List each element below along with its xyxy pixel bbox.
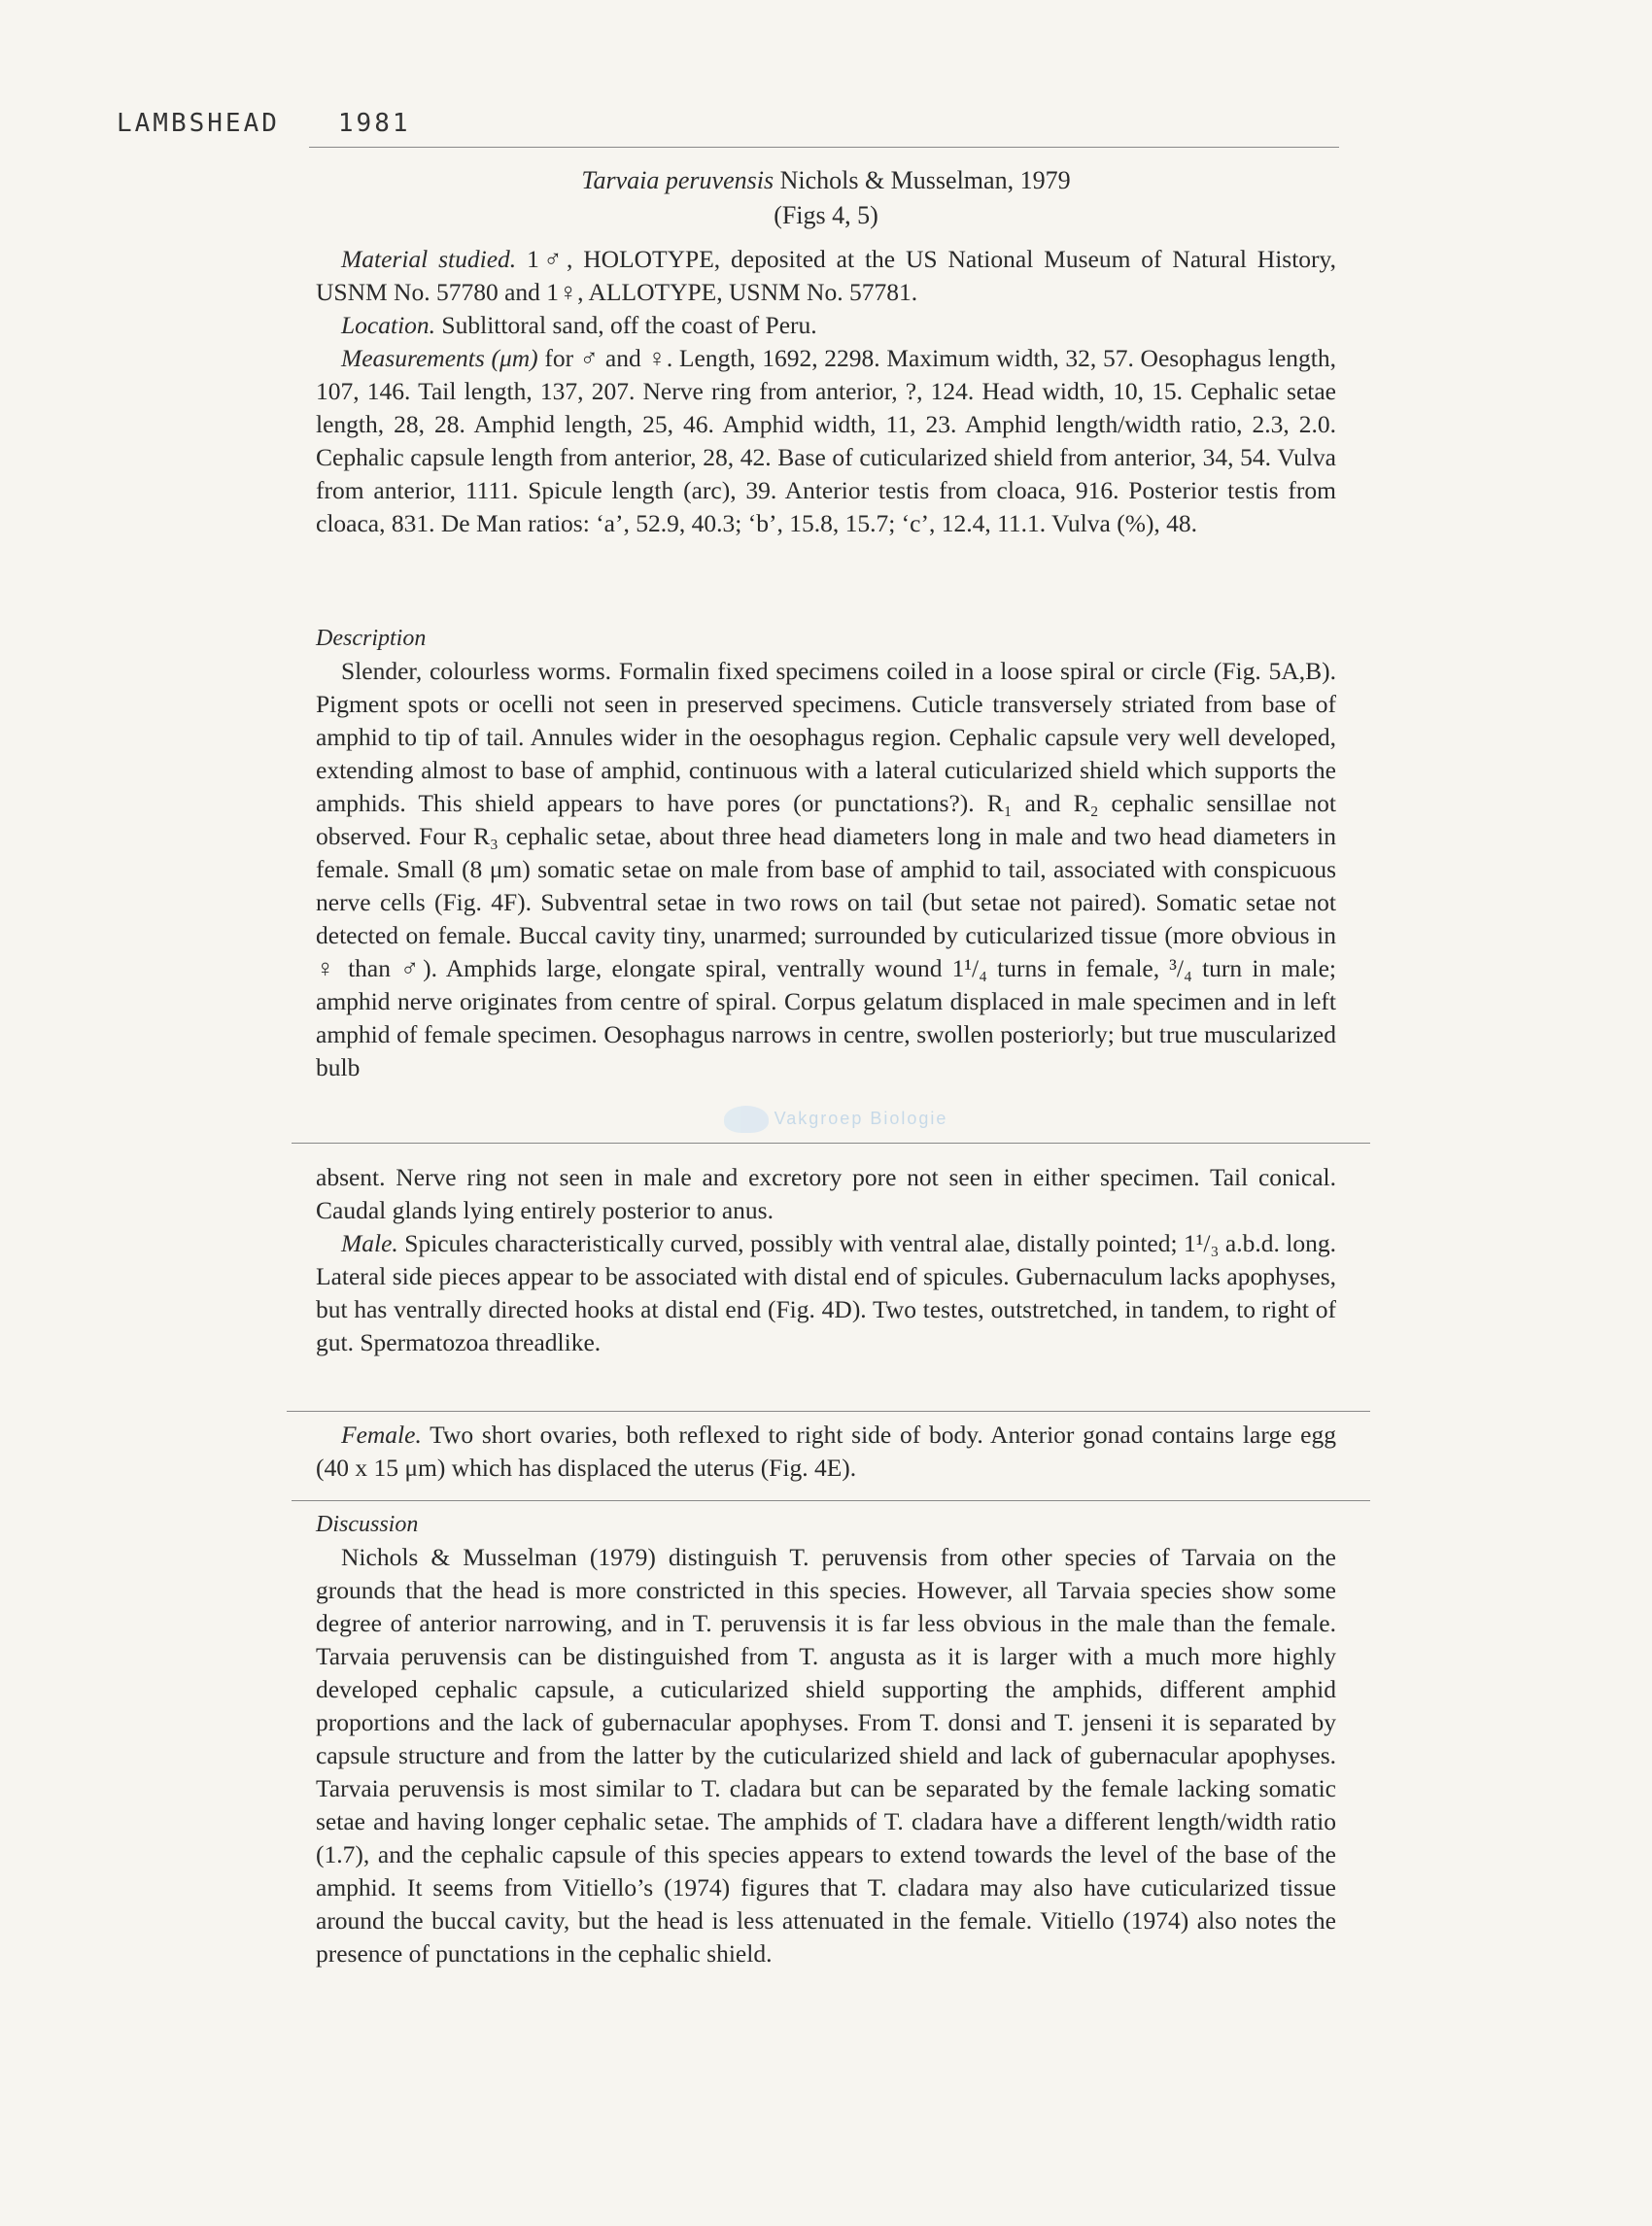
description-heading: Description <box>316 626 427 651</box>
running-head-year: 1981 <box>337 109 411 138</box>
section-rule-2 <box>287 1411 1370 1412</box>
material-section <box>316 243 1336 540</box>
discussion-heading: Discussion <box>316 1512 419 1537</box>
description-section <box>316 622 1336 1084</box>
description-continuation <box>316 1161 1336 1359</box>
location-text: Sublittoral sand, off the coast of Peru. <box>441 311 817 339</box>
library-watermark <box>709 1106 962 1145</box>
material-label: Material studied. <box>341 245 517 273</box>
running-head-author: LAMBSHEAD <box>117 109 280 138</box>
female-section <box>316 1419 1336 1485</box>
figure-reference: (Figs 4, 5) <box>774 201 878 229</box>
male-text: Spicules characteristically curved, possibly with ventral alae, distally pointed; 1¹/₃ a.b.d. long. Lateral side pieces appear to be associated with distal end of spicules. Gubernaculum lacks apophyses, but has ventrally directed hooks at distal end (Fig. 4D). Two testes, outstretched, in tandem, to right of gut. Spermatozoa threadlike. <box>316 1229 1337 1356</box>
description-text-1: Slender, colourless worms. Formalin fixed specimens coiled in a loose spiral or circle (Fig. 5A,B). Pigment spots or ocelli not seen in preserved specimens. Cuticle transversely striated from base of amphid to tip of tail. Annules wider in the oesophagus region. Cephalic capsule very well developed, extending almost to base of amphid, continuous with a lateral cuticularized shield which supports the amphids. This shield appears to have pores (or punctations?). R₁ and R₂ cephalic sensillae not observed. Four R₃ cephalic setae, about three head diameters long in male and two head diameters in female. Small (8 μm) somatic setae on male from base of amphid to tail, associated with conspicuous nerve cells (Fig. 4F). Subventral setae in two rows on tail (but setae not paired). Somatic setae not detected on female. Buccal cavity tiny, unarmed; surrounded by cuticularized tissue (more obvious in ♀ than ♂). Amphids large, elongate spiral, ventrally wound 1¹/₄ turns in female, ³/₄ turn in male; amphid nerve originates from centre of spiral. Corpus gelatum displaced in male specimen and in left amphid of female specimen. Oesophagus narrows in centre, swollen posteriorly; but true muscularized bulb <box>316 657 1336 1081</box>
section-rule-3 <box>292 1500 1370 1501</box>
female-label: Female. <box>341 1421 422 1449</box>
discussion-section <box>316 1508 1336 1970</box>
species-title <box>316 163 1336 233</box>
female-paragraph <box>316 1419 1336 1485</box>
watermark-text: Vakgroep Biologie <box>774 1108 948 1128</box>
species-authority: Nichols & Musselman, 1979 <box>779 166 1071 194</box>
running-head <box>117 109 411 138</box>
discussion-text: Nichols & Musselman (1979) distinguish T. peruvensis from other species of Tarvaia on the grounds that the head is more constricted in this species. However, all Tarvaia species show some degree of anterior narrowing, and in T. peruvensis it is far less obvious in the male than the female. Tarvaia peruvensis can be distinguished from T. angusta as it is larger with a much more highly developed cephalic capsule, a cuticularized shield supporting the amphids, different amphid proportions and the lack of gubernacular apophyses. From T. donsi and T. jenseni it is separated by capsule structure and from the latter by the cuticularized shield and lack of gubernacular apophyses. Tarvaia peruvensis is most similar to T. cladara but can be separated by the female lacking somatic setae and having longer cephalic setae. The amphids of T. cladara have a different length/width ratio (1.7), and the cephalic capsule of this species appears to extend towards the level of the base of the amphid. It seems from Vitiello’s (1974) figures that T. cladara may also have cuticularized tissue around the buccal cavity, but the head is less attenuated in the female. Vitiello (1974) also notes the presence of punctations in the cephalic shield. <box>316 1543 1336 1968</box>
male-paragraph <box>316 1227 1336 1359</box>
measurements-text: for ♂ and ♀. Length, 1692, 2298. Maximum width, 32, 57. Oesophagus length, 107, 146. Tail length, 137, 207. Nerve ring from anterior, ?, 124. Head width, 10, 15. Cephalic setae length, 28, 28. Amphid length, 25, 46. Amphid width, 11, 23. Amphid length/width ratio, 2.3, 2.0. Cephalic capsule length from anterior, 28, 42. Base of cuticularized shield from anterior, 34, 54. Vulva from anterior, 1111. Spicule length (arc), 39. Anterior testis from cloaca, 916. Posterior testis from cloaca, 831. De Man ratios: ‘a’, 52.9, 40.3; ‘b’, 15.8, 15.7; ‘c’, 12.4, 11.1. Vulva (%), 48. <box>316 344 1337 537</box>
material-text: 1♂, HOLOTYPE, deposited at the US National Museum of Natural History, USNM No. 57780 and 1♀, ALLOTYPE, USNM No. 57781. <box>316 245 1337 306</box>
material-paragraph <box>316 243 1336 309</box>
female-text: Two short ovaries, both reflexed to right side of body. Anterior gonad contains large egg (40 x 15 μm) which has displaced the uterus (Fig. 4E). <box>316 1421 1336 1482</box>
male-label: Male. <box>341 1229 398 1257</box>
location-paragraph <box>316 309 1336 342</box>
watermark-logo-icon <box>724 1106 769 1133</box>
measurements-label: Measurements (μm) <box>341 344 538 372</box>
measurements-paragraph <box>316 342 1336 540</box>
description-text-2: absent. Nerve ring not seen in male and excretory pore not seen in either specimen. Tail conical. Caudal glands lying entirely posterior to anus. <box>316 1163 1336 1224</box>
location-label: Location. <box>341 311 436 339</box>
species-name: Tarvaia peruvensis <box>581 166 774 194</box>
header-rule <box>309 147 1339 148</box>
